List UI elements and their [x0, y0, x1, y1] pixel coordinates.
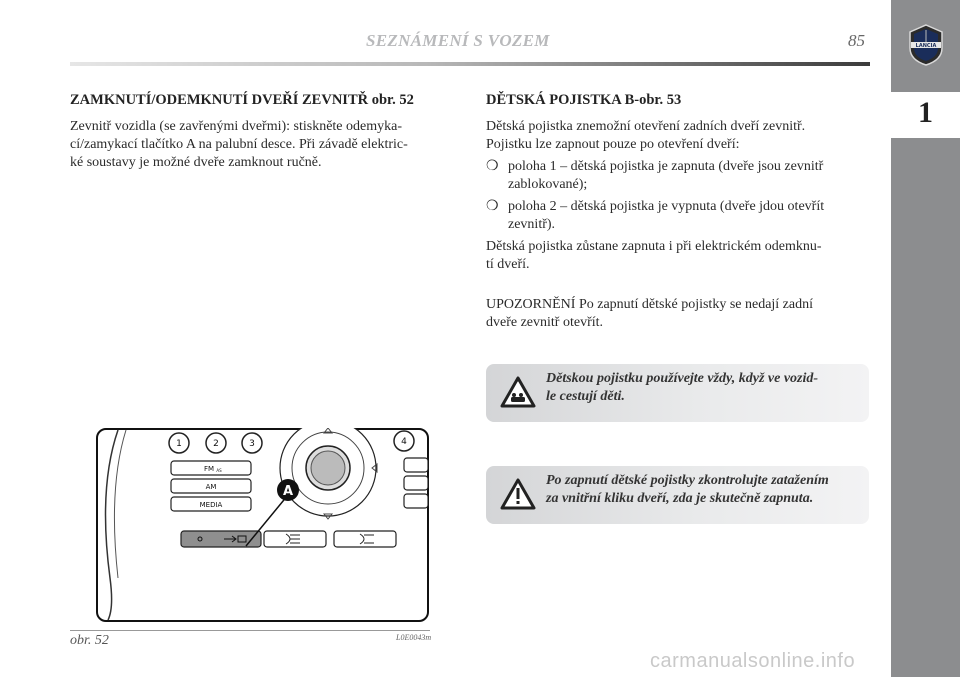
- callout-a-label: A: [282, 484, 294, 499]
- notice-line-1: UPOZORNĚNÍ Po zapnutí dětské pojistky se nedají zadní: [486, 297, 814, 312]
- warning-2-line-1: Po zapnutí dětské pojistky zkontrolujte zatažením: [546, 473, 829, 488]
- right-heading: DĚTSKÁ POJISTKA B-obr. 53: [486, 92, 682, 108]
- warning-2-line-2: za vnitřní kliku dveří, zda je skutečně zapnuta.: [546, 491, 814, 506]
- left-line-1: Zevnitř vozidla (se zavřenými dveřmi): stiskněte odemyka-: [70, 119, 403, 134]
- warning-box-2: [486, 466, 869, 524]
- list-item: [486, 158, 824, 194]
- notice-line-2: dveře zevnitř otevřít.: [486, 315, 604, 330]
- figure-rule: [70, 630, 430, 631]
- left-line-3: ké soustavy je možné dveře zamknout ručně.: [70, 155, 322, 170]
- chapter-number: 1: [918, 96, 933, 129]
- bullet-icon: ❍: [486, 199, 499, 214]
- figure-code: L0E0043m: [396, 633, 432, 642]
- right-after-2: tí dveří.: [486, 257, 530, 272]
- list-item-line: zablokované);: [508, 177, 588, 192]
- am-label: AM: [205, 483, 217, 491]
- fm-label: FM: [203, 465, 215, 473]
- preset-4-label: 4: [401, 437, 407, 447]
- warning-1-line-1: Dětskou pojistku používejte vždy, když ve vozid-: [546, 371, 819, 386]
- running-header: SEZNÁMENÍ S VOZEM: [366, 31, 550, 50]
- list-item-line: zevnitř).: [508, 217, 556, 232]
- preset-3-label: 3: [249, 439, 255, 449]
- bullet-icon: ❍: [486, 159, 499, 174]
- watermark: carmanualsonline.info: [650, 650, 856, 672]
- right-after-1: Dětská pojistka zůstane zapnuta i při elektrickém odemknu-: [486, 239, 822, 254]
- warning-box-1: [486, 364, 869, 422]
- left-line-2: cí/zamykací tlačítko A na palubní desce. Při závadě elektric-: [70, 137, 408, 152]
- page-number: 85: [848, 31, 865, 50]
- right-intro-1: Dětská pojistka znemožní otevření zadních dveří zevnitř.: [486, 119, 806, 134]
- lancia-logo-icon: [909, 24, 943, 66]
- right-intro-2: Pojistku lze zapnout pouze po otevření dveří:: [486, 137, 740, 152]
- logo-text: LANCIA: [915, 43, 937, 49]
- warning-triangle-icon: [500, 478, 536, 510]
- preset-1-label: 1: [176, 439, 182, 449]
- chapter-sidebar: [891, 0, 960, 677]
- as-label: AS: [216, 468, 222, 473]
- header-rule: [70, 62, 870, 66]
- left-heading: ZAMKNUTÍ/ODEMKNUTÍ DVEŘÍ ZEVNITŘ obr. 52: [70, 92, 414, 108]
- figure-caption: obr. 52: [70, 633, 109, 648]
- preset-2-label: 2: [213, 439, 219, 449]
- list-item-line: poloha 1 – dětská pojistka je zapnuta (dveře jsou zevnitř: [508, 159, 824, 174]
- list-item-line: poloha 2 – dětská pojistka je vypnuta (dveře jdou otevřít: [508, 199, 825, 214]
- warning-triangle-child-icon: [500, 376, 536, 408]
- list-item: [486, 198, 825, 234]
- media-label: MEDIA: [199, 501, 223, 509]
- dashboard-illustration: [96, 428, 429, 622]
- warning-1-line-2: le cestují děti.: [546, 389, 625, 404]
